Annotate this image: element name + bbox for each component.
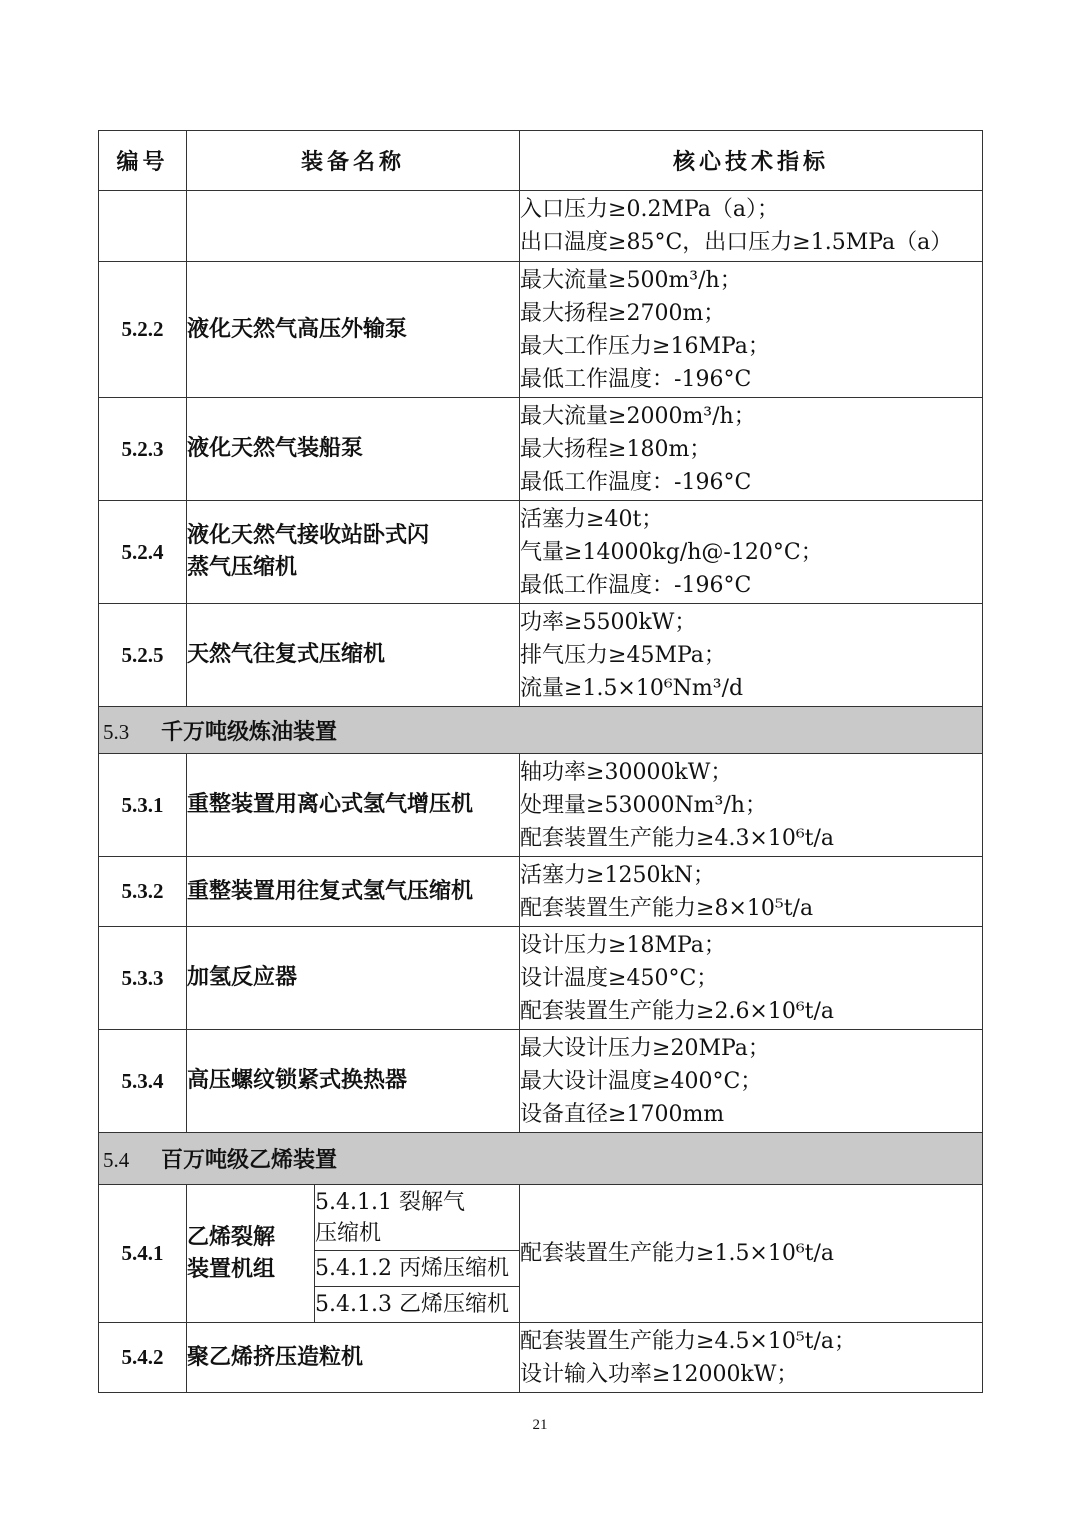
row-number: 5.4.1 <box>99 1185 187 1323</box>
equipment-name: 重整装置用往复式氢气压缩机 <box>187 857 520 927</box>
spec-line: 设计温度≥450°C； <box>520 965 719 991</box>
equipment-name: 液化天然气高压外输泵 <box>187 262 520 398</box>
table-row <box>99 191 983 262</box>
spec-line: 最大扬程≥2700m； <box>520 300 726 326</box>
spec-line: 配套装置生产能力≥8×10⁵t/a <box>520 895 814 921</box>
equipment-name: 天然气往复式压缩机 <box>187 604 520 707</box>
table-row <box>99 604 983 707</box>
row-number <box>99 191 187 262</box>
section-heading <box>99 1133 983 1185</box>
equipment-name: 聚乙烯挤压造粒机 <box>187 1323 520 1393</box>
spec-line: 功率≥5500kW； <box>520 609 697 635</box>
spec-line: 最低工作温度：-196°C <box>520 469 752 495</box>
sub-equipment <box>315 1185 520 1251</box>
spec-line: 轴功率≥30000kW； <box>520 759 733 785</box>
spec-line: 最大设计温度≥400°C； <box>520 1068 763 1094</box>
sub-equipment-text: 5.4.1.1 裂解气压缩机 <box>315 1189 465 1246</box>
row-number: 5.2.3 <box>99 398 187 501</box>
spec-cell <box>520 1323 983 1393</box>
header-core-specs: 核心技术指标 <box>520 131 983 191</box>
table-row <box>99 262 983 398</box>
spec-line: 设计输入功率≥12000kW； <box>520 1361 799 1387</box>
row-number: 5.2.4 <box>99 501 187 604</box>
spec-line: 配套装置生产能力≥4.3×10⁶t/a <box>520 825 835 851</box>
equipment-name-text: 乙烯裂解装置机组 <box>187 1224 276 1282</box>
spec-line: 配套装置生产能力≥1.5×10⁶t/a <box>520 1241 835 1266</box>
spec-line: 活塞力≥1250kN； <box>520 862 716 888</box>
row-number: 5.4.2 <box>99 1323 187 1393</box>
section-title: 千万吨级炼油装置 <box>161 719 338 745</box>
table-row <box>99 857 983 927</box>
header-number: 编号 <box>99 131 187 191</box>
spec-cell <box>520 191 983 262</box>
equipment-name: 加氢反应器 <box>187 927 520 1030</box>
spec-line: 最大设计压力≥20MPa； <box>520 1035 770 1061</box>
spec-line: 设计压力≥18MPa； <box>520 932 726 958</box>
equipment-name-text: 液化天然气接收站卧式闪蒸气压缩机 <box>187 523 430 580</box>
row-number: 5.3.4 <box>99 1030 187 1133</box>
section-row <box>99 707 983 754</box>
equipment-name <box>187 191 520 262</box>
equipment-spec-table <box>98 130 983 1393</box>
section-number: 5.3 <box>103 719 130 744</box>
spec-line: 最大流量≥500m³/h； <box>520 267 742 293</box>
page-number: 21 <box>532 1417 548 1433</box>
spec-cell <box>520 501 983 604</box>
table-row <box>99 1185 983 1251</box>
table-row <box>99 398 983 501</box>
row-number: 5.3.3 <box>99 927 187 1030</box>
table-row <box>99 501 983 604</box>
spec-line: 配套装置生产能力≥4.5×10⁵t/a； <box>520 1328 857 1354</box>
spec-line: 活塞力≥40t； <box>520 506 664 532</box>
section-number: 5.4 <box>103 1148 130 1172</box>
section-title: 百万吨级乙烯装置 <box>161 1148 338 1173</box>
sub-equipment: 5.4.1.3 乙烯压缩机 <box>315 1287 520 1323</box>
spec-cell <box>520 262 983 398</box>
table-row <box>99 927 983 1030</box>
table-row <box>99 754 983 857</box>
row-number: 5.3.2 <box>99 857 187 927</box>
spec-cell <box>520 927 983 1030</box>
equipment-name: 重整装置用离心式氢气增压机 <box>187 754 520 857</box>
table-header-row <box>99 131 983 191</box>
equipment-name: 液化天然气装船泵 <box>187 398 520 501</box>
spec-cell <box>520 754 983 857</box>
spec-line: 入口压力≥0.2MPa（a）； <box>520 197 780 222</box>
row-number: 5.3.1 <box>99 754 187 857</box>
spec-line: 最大扬程≥180m； <box>520 436 712 462</box>
row-number: 5.2.5 <box>99 604 187 707</box>
spec-line: 处理量≥53000Nm³/h； <box>520 792 767 818</box>
equipment-name <box>187 1185 315 1323</box>
equipment-name <box>187 501 520 604</box>
row-number: 5.2.2 <box>99 262 187 398</box>
table-row <box>99 1323 983 1393</box>
spec-cell <box>520 1030 983 1133</box>
spec-line: 排气压力≥45MPa； <box>520 642 726 668</box>
table-row <box>99 1030 983 1133</box>
spec-cell <box>520 1185 983 1323</box>
section-row <box>99 1133 983 1185</box>
spec-cell <box>520 604 983 707</box>
spec-line: 流量≥1.5×10⁶Nm³/d <box>520 675 744 701</box>
spec-line: 设备直径≥1700mm <box>520 1101 725 1127</box>
spec-cell <box>520 857 983 927</box>
spec-line: 气量≥14000kg/h@-120°C； <box>520 539 823 565</box>
spec-line: 最大工作压力≥16MPa； <box>520 333 770 359</box>
spec-line: 最低工作温度：-196°C <box>520 572 752 598</box>
sub-equipment: 5.4.1.2 丙烯压缩机 <box>315 1251 520 1287</box>
header-equipment-name: 装备名称 <box>187 131 520 191</box>
spec-line: 出口温度≥85°C，出口压力≥1.5MPa（a） <box>520 230 953 255</box>
section-heading <box>99 707 983 754</box>
spec-line: 最低工作温度：-196°C <box>520 366 752 392</box>
spec-line: 最大流量≥2000m³/h； <box>520 403 756 429</box>
spec-cell <box>520 398 983 501</box>
equipment-name: 高压螺纹锁紧式换热器 <box>187 1030 520 1133</box>
spec-line: 配套装置生产能力≥2.6×10⁶t/a <box>520 998 835 1024</box>
